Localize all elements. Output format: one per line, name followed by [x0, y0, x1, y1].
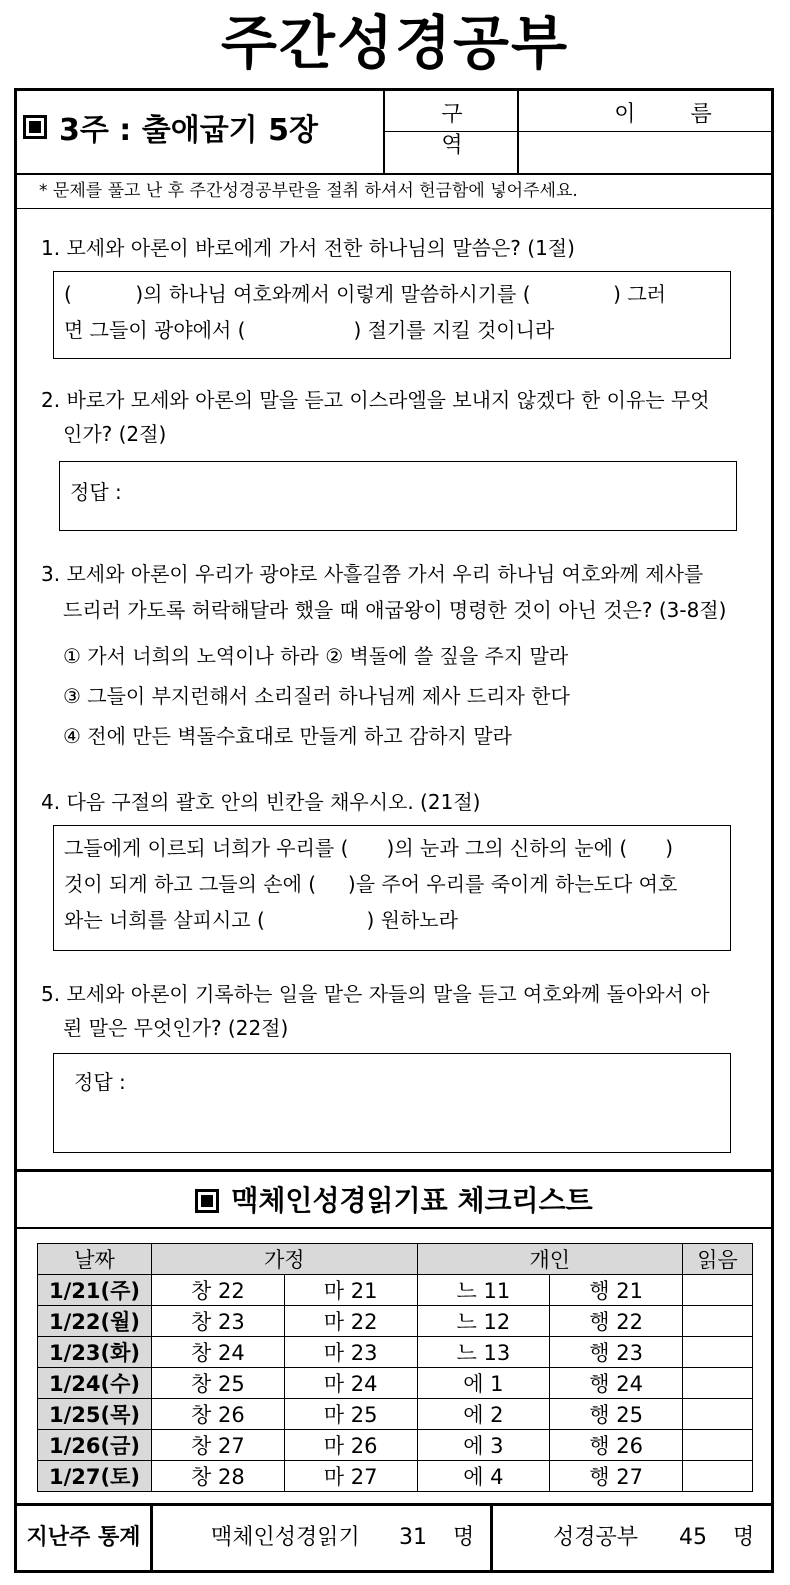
date-cell: 1/22(월) [38, 1306, 152, 1337]
study-unit: 명 [733, 1525, 755, 1550]
district-field[interactable] [385, 133, 517, 173]
question-5-line-1: 5. 모세와 아론이 기록하는 일을 맡은 자들의 말을 듣고 여호와께 돌아와서 아 [41, 982, 710, 1006]
table-row [38, 1275, 753, 1306]
table-row [38, 1306, 753, 1337]
family-ot-cell: 창 24 [152, 1337, 285, 1368]
reading-label: 맥체인성경읽기 [211, 1525, 360, 1550]
personal-ot-cell: 느 11 [417, 1275, 550, 1306]
personal-ot-cell: 에 1 [417, 1368, 550, 1399]
personal-nt-cell: 행 22 [550, 1306, 683, 1337]
question-4-line-1: 그들에게 이르되 너희가 우리를 ( )의 눈과 그의 신하의 눈에 ( ) [64, 836, 674, 860]
family-ot-cell: 창 27 [152, 1430, 285, 1461]
checklist-title-text: 맥체인성경읽기표 체크리스트 [231, 1184, 593, 1217]
table-row [38, 1461, 753, 1492]
question-5-answer-box[interactable] [53, 1053, 731, 1153]
personal-nt-cell: 행 23 [550, 1337, 683, 1368]
question-2-line-1: 2. 바로가 모세와 아론의 말을 듣고 이스라엘을 보내지 않겠다 한 이유는 무엇 [41, 388, 710, 412]
family-nt-cell: 마 27 [284, 1461, 417, 1492]
family-ot-cell: 창 28 [152, 1461, 285, 1492]
question-1-fill-box[interactable] [53, 271, 731, 359]
instruction-note: * 문제를 풀고 난 후 주간성경공부란을 절취 하셔서 헌금함에 넣어주세요. [17, 175, 771, 209]
district-header: 구 역 [441, 102, 487, 158]
question-2-line-2: 인가? (2절) [63, 422, 167, 446]
section-divider [17, 1227, 771, 1229]
worksheet-frame [14, 88, 774, 1573]
table-row [38, 1430, 753, 1461]
column-header-date: 날짜 [38, 1244, 152, 1275]
read-checkbox-cell[interactable] [683, 1306, 753, 1337]
date-cell: 1/27(토) [38, 1461, 152, 1492]
personal-nt-cell: 행 25 [550, 1399, 683, 1430]
family-ot-cell: 창 22 [152, 1275, 285, 1306]
read-checkbox-cell[interactable] [683, 1461, 753, 1492]
family-nt-cell: 마 25 [284, 1399, 417, 1430]
lesson-title-text: 3주 : 출애굽기 5장 [59, 113, 318, 148]
question-3-option-3[interactable]: ③ 그들이 부지런해서 소리질러 하나님께 제사 드리자 한다 [63, 684, 570, 708]
lesson-title [23, 105, 318, 149]
family-ot-cell: 창 23 [152, 1306, 285, 1337]
date-cell: 1/26(금) [38, 1430, 152, 1461]
filled-square-icon [23, 115, 47, 139]
name-field[interactable] [519, 133, 773, 173]
name-header: 이 름 [614, 102, 736, 127]
personal-nt-cell: 행 26 [550, 1430, 683, 1461]
reading-stats [153, 1506, 493, 1570]
name-district-grid [383, 91, 771, 173]
read-checkbox-cell[interactable] [683, 1275, 753, 1306]
question-2-answer-box[interactable] [59, 461, 737, 531]
date-cell: 1/24(수) [38, 1368, 152, 1399]
column-header-personal: 개인 [417, 1244, 683, 1275]
question-3-line-2: 드리러 가도록 허락해달라 했을 때 애굽왕이 명령한 것이 아닌 것은? (3-8절) [63, 598, 727, 622]
study-stats [493, 1506, 771, 1570]
family-nt-cell: 마 21 [284, 1275, 417, 1306]
answer-label: 정답 : [74, 1070, 126, 1094]
study-label: 성경공부 [553, 1525, 639, 1550]
column-header-family: 가정 [152, 1244, 418, 1275]
family-ot-cell: 창 25 [152, 1368, 285, 1399]
personal-nt-cell: 행 24 [550, 1368, 683, 1399]
read-checkbox-cell[interactable] [683, 1368, 753, 1399]
family-ot-cell: 창 26 [152, 1399, 285, 1430]
reading-checklist-table [37, 1243, 753, 1492]
table-row [38, 1337, 753, 1368]
read-checkbox-cell[interactable] [683, 1399, 753, 1430]
checklist-title [17, 1179, 771, 1223]
family-nt-cell: 마 23 [284, 1337, 417, 1368]
date-cell: 1/21(주) [38, 1275, 152, 1306]
read-checkbox-cell[interactable] [683, 1430, 753, 1461]
date-cell: 1/25(목) [38, 1399, 152, 1430]
family-nt-cell: 마 22 [284, 1306, 417, 1337]
question-5-line-2: 뢴 말은 무엇인가? (22절) [63, 1016, 289, 1040]
question-4: 4. 다음 구절의 괄호 안의 빈칸을 채우시오. (21절) [41, 790, 481, 814]
question-3-line-1: 3. 모세와 아론이 우리가 광야로 사흘길쯤 가서 우리 하나님 여호와께 제사를 [41, 562, 704, 586]
last-week-stats [17, 1503, 771, 1570]
personal-ot-cell: 느 13 [417, 1337, 550, 1368]
personal-ot-cell: 에 4 [417, 1461, 550, 1492]
reading-unit: 명 [453, 1525, 475, 1550]
family-nt-cell: 마 24 [284, 1368, 417, 1399]
question-4-fill-box[interactable] [53, 825, 731, 951]
table-row [38, 1368, 753, 1399]
question-1-line-1: ( )의 하나님 여호와께서 이렇게 말씀하시기를 ( ) 그러 [64, 282, 666, 306]
personal-ot-cell: 에 2 [417, 1399, 550, 1430]
reading-count: 31 [399, 1525, 427, 1550]
table-header-row [38, 1244, 753, 1275]
read-checkbox-cell[interactable] [683, 1337, 753, 1368]
question-3-option-4[interactable]: ④ 전에 만든 벽돌수효대로 만들게 하고 감하지 말라 [63, 724, 512, 748]
question-1-line-2: 면 그들이 광야에서 ( ) 절기를 지킬 것이니라 [64, 318, 555, 342]
date-cell: 1/23(화) [38, 1337, 152, 1368]
question-1: 1. 모세와 아론이 바로에게 가서 전한 하나님의 말씀은? (1절) [41, 236, 575, 260]
personal-nt-cell: 행 27 [550, 1461, 683, 1492]
question-4-line-2: 것이 되게 하고 그들의 손에 ( )을 주어 우리를 죽이게 하는도다 여호 [64, 872, 678, 896]
stats-label: 지난주 통계 [17, 1506, 153, 1570]
section-divider [17, 1169, 771, 1172]
family-nt-cell: 마 26 [284, 1430, 417, 1461]
page-title: 주간성경공부 [220, 9, 570, 77]
answer-label: 정답 : [70, 480, 122, 504]
question-4-line-3: 와는 너희를 살피시고 ( ) 원하노라 [64, 908, 458, 932]
column-header-read: 읽음 [683, 1244, 753, 1275]
personal-ot-cell: 느 12 [417, 1306, 550, 1337]
filled-square-icon [195, 1189, 219, 1213]
personal-ot-cell: 에 3 [417, 1430, 550, 1461]
table-row [38, 1399, 753, 1430]
lesson-header [17, 91, 771, 175]
question-3-option-1-2[interactable]: ① 가서 너희의 노역이나 하라 ② 벽돌에 쓸 짚을 주지 말라 [63, 644, 569, 668]
personal-nt-cell: 행 21 [550, 1275, 683, 1306]
study-count: 45 [679, 1525, 707, 1550]
